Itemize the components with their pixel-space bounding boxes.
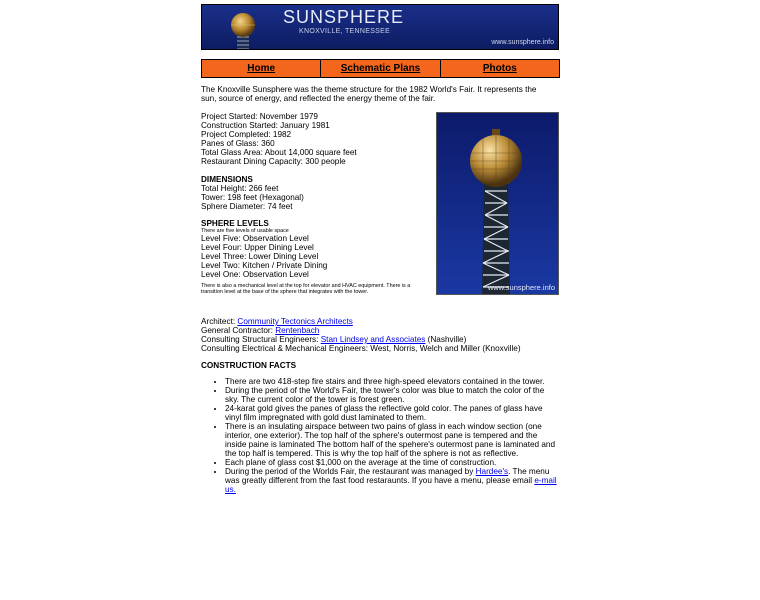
architect-line <box>201 317 559 326</box>
facts-list <box>201 377 558 494</box>
list-item: • There are two 418-step fire stairs and three high-speed elevators contained in the tower. <box>225 377 558 386</box>
header-banner <box>201 4 559 50</box>
level-line: Level Two: Kitchen / Private Dining <box>201 261 328 270</box>
electrical-line: Consulting Electrical & Mechanical Engineers: West, Norris, Welch and Miller (Knoxville) <box>201 344 521 353</box>
stat-line: Total Glass Area: About 14,000 square feet <box>201 148 357 157</box>
fact-text: . The menu was greatly different from the fast food restaraunts. If you have a menu, please email <box>225 467 550 485</box>
structural-suffix: (Nashville) <box>425 335 467 344</box>
list-item <box>225 467 558 494</box>
level-line: Level Five: Observation Level <box>201 234 309 243</box>
banner-url: www.sunsphere.info <box>491 39 554 46</box>
stat-line: Project Started: November 1979 <box>201 112 318 121</box>
facts-heading: CONSTRUCTION FACTS <box>201 361 297 370</box>
site-title: SUNSPHERE <box>283 7 405 27</box>
fact-text: During the period of the Worlds Fair, the restaurant was managed by <box>225 467 476 476</box>
email-link[interactable]: e-mail us. <box>225 476 557 494</box>
dimension-line: Total Height: 266 feet <box>201 184 279 193</box>
structural-link[interactable]: Stan Lindsey and Associates <box>320 335 426 344</box>
project-stats <box>201 112 357 166</box>
levels-section <box>201 219 410 295</box>
stat-line: Project Completed: 1982 <box>201 130 292 139</box>
stat-line: Panes of Glass: 360 <box>201 139 275 148</box>
levels-footnote: transition level at the base of the sphere that integrates with the tower. <box>201 289 369 295</box>
nav-home-link[interactable]: Home <box>247 63 276 74</box>
sunsphere-photo <box>436 112 559 295</box>
contractor-line <box>201 326 559 335</box>
levels-heading: SPHERE LEVELS <box>201 219 269 228</box>
dimension-line: Tower: 198 feet (Hexagonal) <box>201 193 304 202</box>
dimensions-section <box>201 175 304 211</box>
level-line: Level Three: Lower Dining Level <box>201 252 319 261</box>
level-line: Level One: Observation Level <box>201 270 309 279</box>
stat-line: Restaurant Dining Capacity: 300 people <box>201 157 346 166</box>
contractor-label: General Contractor: <box>201 326 276 335</box>
levels-footnote: There is also a mechanical level at the top for elevator and HVAC equipment. There is a <box>201 283 411 289</box>
list-item: • 24-karat gold gives the panes of glass the reflective gold color. The panes of glass have vinyl film impregnated with gold dust laminated to them. <box>225 404 558 422</box>
list-item: • Each plane of glass cost $1,000 on the average at the time of construction. <box>225 458 558 467</box>
architect-link[interactable]: Community Tectonics Architects <box>237 317 353 326</box>
hardees-link[interactable]: Hardee's <box>475 467 509 476</box>
sunsphere-logo-icon <box>220 11 266 50</box>
intro-text: The Knoxville Sunsphere was the theme structure for the 1982 World's Fair. It represents the sun, source of energy, and reflected the energy theme of the fair. <box>201 85 537 103</box>
list-item: • During the period of the World's Fair, the tower's color was blue to match the color of the sky. The current color of the tower is forest green. <box>225 386 558 404</box>
structural-label: Consulting Structural Engineers: <box>201 335 321 344</box>
sunsphere-tower-image <box>437 113 558 294</box>
structural-line <box>201 335 559 344</box>
nav-photos-link[interactable]: Photos <box>440 60 559 77</box>
nav-schematic-plans-link[interactable]: Schematic Plans <box>320 60 439 77</box>
photo-watermark-url: www.sunsphere.info <box>487 283 555 292</box>
dimension-line: Sphere Diameter: 74 feet <box>201 202 293 211</box>
site-subtitle: KNOXVILLE, TENNESSEE <box>299 28 391 35</box>
contractor-link[interactable]: Rentenbach <box>275 326 320 335</box>
level-line: Level Four: Upper Dining Level <box>201 243 314 252</box>
architect-label: Architect: <box>201 317 238 326</box>
dimensions-heading: DIMENSIONS <box>201 175 253 184</box>
nav-bar <box>201 59 560 78</box>
list-item: • There is an insulating airspace between two pains of glass in each window section (one interior, one exterior). The top half of the sphere's outermost pane is tempered and the inside paine is laminated The bottom half of the spehere's outermost pane is laminated and the top half is tempered. This is why the top half of the sphere is not as reflective. <box>225 422 558 458</box>
stat-line: Construction Started: January 1981 <box>201 121 330 130</box>
levels-note: There are five levels of usable space <box>201 228 289 234</box>
credits-section <box>201 317 559 353</box>
